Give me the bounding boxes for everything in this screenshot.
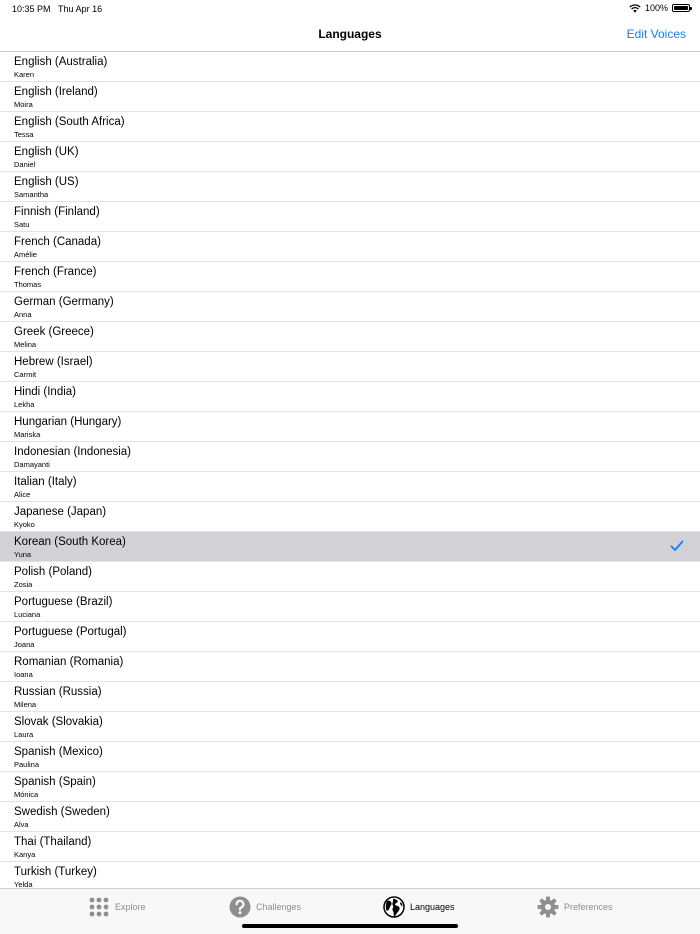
wifi-icon — [629, 4, 641, 13]
voice-name: Joana — [14, 640, 35, 649]
language-name: Spanish (Mexico) — [14, 746, 103, 758]
list-item[interactable] — [0, 652, 700, 682]
list-item[interactable] — [0, 532, 700, 562]
language-name: Hebrew (Israel) — [14, 356, 93, 368]
language-name: Swedish (Sweden) — [14, 806, 110, 818]
language-name: Polish (Poland) — [14, 566, 92, 578]
language-name: English (Ireland) — [14, 86, 98, 98]
voice-name: Alva — [14, 820, 29, 829]
voice-name: Kanya — [14, 850, 36, 859]
voice-name: Tessa — [14, 130, 34, 139]
tab-languages[interactable] — [383, 896, 455, 918]
voice-name: Mariska — [14, 430, 41, 439]
page-title: Languages — [318, 27, 382, 41]
voice-name: Yelda — [14, 880, 33, 888]
tab-label: Challenges — [256, 902, 302, 912]
list-item[interactable] — [0, 382, 700, 412]
voice-name: Kyoko — [14, 520, 35, 529]
list-item[interactable] — [0, 712, 700, 742]
language-name: English (South Africa) — [14, 116, 125, 128]
question-circle-icon — [229, 896, 251, 918]
tab-preferences[interactable] — [537, 896, 613, 918]
tab-explore[interactable] — [88, 896, 146, 918]
list-item[interactable] — [0, 232, 700, 262]
language-name: Japanese (Japan) — [14, 506, 107, 518]
dots-grid-icon — [88, 896, 110, 918]
language-name: English (Australia) — [14, 56, 108, 68]
voice-name: Damayanti — [14, 460, 50, 469]
voice-name: Melina — [14, 340, 37, 349]
list-item[interactable] — [0, 802, 700, 832]
list-item[interactable] — [0, 442, 700, 472]
language-name: Portuguese (Portugal) — [14, 626, 127, 638]
language-name: German (Germany) — [14, 296, 114, 308]
language-list[interactable] — [0, 52, 700, 888]
list-item[interactable] — [0, 142, 700, 172]
battery-icon — [672, 4, 690, 12]
list-item[interactable] — [0, 292, 700, 322]
list-item[interactable] — [0, 862, 700, 888]
voice-name: Thomas — [14, 280, 42, 289]
voice-name: Paulina — [14, 760, 40, 769]
status-clock: 10:35 PM — [12, 4, 51, 14]
status-bar — [0, 0, 700, 18]
language-name: Indonesian (Indonesia) — [14, 446, 131, 458]
list-item[interactable] — [0, 322, 700, 352]
list-item[interactable] — [0, 622, 700, 652]
language-name: Italian (Italy) — [14, 476, 77, 488]
list-item[interactable] — [0, 262, 700, 292]
globe-icon — [383, 896, 405, 918]
tab-label: Languages — [410, 902, 455, 912]
tab-label: Explore — [115, 902, 146, 912]
language-name: Korean (South Korea) — [14, 536, 126, 548]
status-indicators — [629, 3, 690, 13]
edit-voices-button[interactable]: Edit Voices — [626, 27, 686, 41]
list-item[interactable] — [0, 832, 700, 862]
voice-name: Moira — [14, 100, 33, 109]
voice-name: Satu — [14, 220, 30, 229]
tab-label: Preferences — [564, 902, 613, 912]
voice-name: Anna — [14, 310, 32, 319]
voice-name: Zosia — [14, 580, 33, 589]
voice-name: Laura — [14, 730, 34, 739]
language-name: English (US) — [14, 176, 79, 188]
list-item[interactable] — [0, 472, 700, 502]
status-date: Thu Apr 16 — [58, 4, 103, 14]
language-name: Slovak (Slovakia) — [14, 716, 103, 728]
language-name: English (UK) — [14, 146, 79, 158]
language-name: French (Canada) — [14, 236, 101, 248]
battery-fill — [674, 6, 688, 10]
gear-icon — [537, 896, 559, 918]
list-item[interactable] — [0, 82, 700, 112]
language-name: Thai (Thailand) — [14, 836, 92, 848]
list-item[interactable] — [0, 682, 700, 712]
tab-challenges[interactable] — [229, 896, 301, 918]
list-item[interactable] — [0, 172, 700, 202]
status-time — [12, 4, 102, 14]
list-item[interactable] — [0, 112, 700, 142]
list-item[interactable] — [0, 502, 700, 532]
language-name: Greek (Greece) — [14, 326, 94, 338]
language-name: Romanian (Romania) — [14, 656, 124, 668]
battery-percent: 100% — [644, 3, 668, 13]
voice-name: Lekha — [14, 400, 35, 409]
voice-name: Daniel — [14, 160, 36, 169]
list-item[interactable] — [0, 772, 700, 802]
list-item[interactable] — [0, 412, 700, 442]
list-item[interactable] — [0, 742, 700, 772]
voice-name: Milena — [14, 700, 37, 709]
language-name: French (France) — [14, 266, 97, 278]
voice-name: Karen — [14, 70, 35, 79]
list-item[interactable] — [0, 202, 700, 232]
voice-name: Luciana — [14, 610, 41, 619]
language-name: Hindi (India) — [14, 386, 76, 398]
list-item[interactable] — [0, 562, 700, 592]
language-name: Spanish (Spain) — [14, 776, 96, 788]
checkmark-icon — [670, 540, 684, 552]
list-item[interactable] — [0, 592, 700, 622]
list-item[interactable] — [0, 52, 700, 82]
voice-name: Carmit — [14, 370, 37, 379]
voice-name: Alice — [14, 490, 31, 499]
navigation-bar — [0, 18, 700, 52]
voice-name: Yuna — [14, 550, 32, 559]
list-item[interactable] — [0, 352, 700, 382]
voice-name: Amélie — [14, 250, 37, 259]
voice-name: Mónica — [14, 790, 39, 799]
voice-name: Samantha — [14, 190, 49, 199]
voice-name: Ioana — [14, 670, 33, 679]
language-name: Portuguese (Brazil) — [14, 596, 113, 608]
language-name: Finnish (Finland) — [14, 206, 100, 218]
language-name: Turkish (Turkey) — [14, 866, 97, 878]
language-name: Hungarian (Hungary) — [14, 416, 122, 428]
home-indicator — [242, 924, 458, 928]
language-name: Russian (Russia) — [14, 686, 102, 698]
